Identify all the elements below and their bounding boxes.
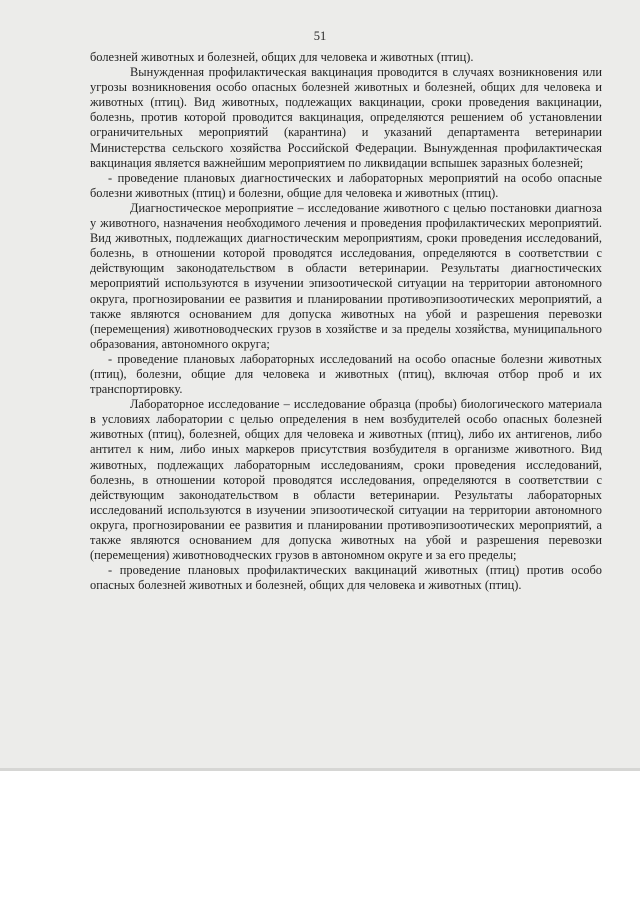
document-body — [90, 50, 602, 593]
paragraph-forced-vaccination: Вынужденная профилактическая вакцинация проводится в случаях возникновения или угрозы возникновения особо опасных болезней животных и болезней, общих для человека и животных (птиц). Вид животных, подлежащих вакцинации, сроки проведения вакцинации, болезнь, против которой проводится вакцинация, определяются решением об установлении ограничительных мероприятий (карантина) и указаний департамента ветеринарии Министерства сельского хозяйства Российской Федерации. Вынужденная профилактическая вакцинация является важнейшим мероприятием по ликвидации вспышек заразных болезней; — [90, 65, 602, 170]
list-item-preventive-vaccination: - проведение плановых профилактических вакцинаций животных (птиц) против особо опасных болезней животных и болезней, общих для человека и животных (птиц). — [90, 563, 602, 593]
list-item-diagnostic-measures: - проведение плановых диагностических и лабораторных мероприятий на особо опасные болезни животных (птиц) и болезни, общие для человека и животных (птиц). — [90, 170, 602, 200]
list-item-laboratory-research: - проведение плановых лабораторных исследований на особо опасные болезни животных (птиц), болезни, общие для человека и животных (птиц), включая отбор проб и их транспортировку. — [90, 351, 602, 397]
paragraph-continuation: болезней животных и болезней, общих для человека и животных (птиц). — [90, 50, 474, 64]
paragraph-laboratory-definition: Лабораторное исследование – исследование образца (пробы) биологического материала в условиях лаборатории с целью определения в нем возбудителей особо опасных болезней животных (птиц), болезней, общих для человека и животных (птиц), либо их антигенов, либо антител к ним, либо иных маркеров присутствия возбудителя в организме животного. Вид животных, подлежащих лабораторным исследованиям, сроки проведения исследований, болезнь, в отношении которой проводятся исследования, определяются в соответствии с действующим законодательством в области ветеринарии. Результаты лабораторных исследований используются в изучении эпизоотической ситуации на территории автономного округа, прогнозировании ее развития и планировании противоэпизоотических мероприятий, а также являются основанием для допуска животных на убой и разрешения перевозки (перемещения) животноводческих грузов в автономном округе и за его пределы; — [90, 397, 602, 563]
scan-edge-divider — [0, 768, 640, 771]
paragraph-diagnostic-definition: Диагностическое мероприятие – исследование животного с целью постановки диагноза у животного, назначения необходимого лечения и проведения профилактических мероприятий. Вид животных, подлежащих диагностическим мероприятиям, сроки проведения исследований, болезнь, в отношении которой проводятся исследования, определяются в соответствии с действующим законодательством в области ветеринарии. Результаты диагностических мероприятий используются в изучении эпизоотической ситуации на территории автономного округа, прогнозировании ее развития и планировании противоэпизоотических мероприятий, а также являются основанием для допуска животных на убой и разрешения перевозки (перемещения) животноводческих грузов в хозяйстве и за пределы хозяйства, муниципального образования, автономного округа; — [90, 200, 602, 351]
page-number: 51 — [313, 29, 327, 43]
